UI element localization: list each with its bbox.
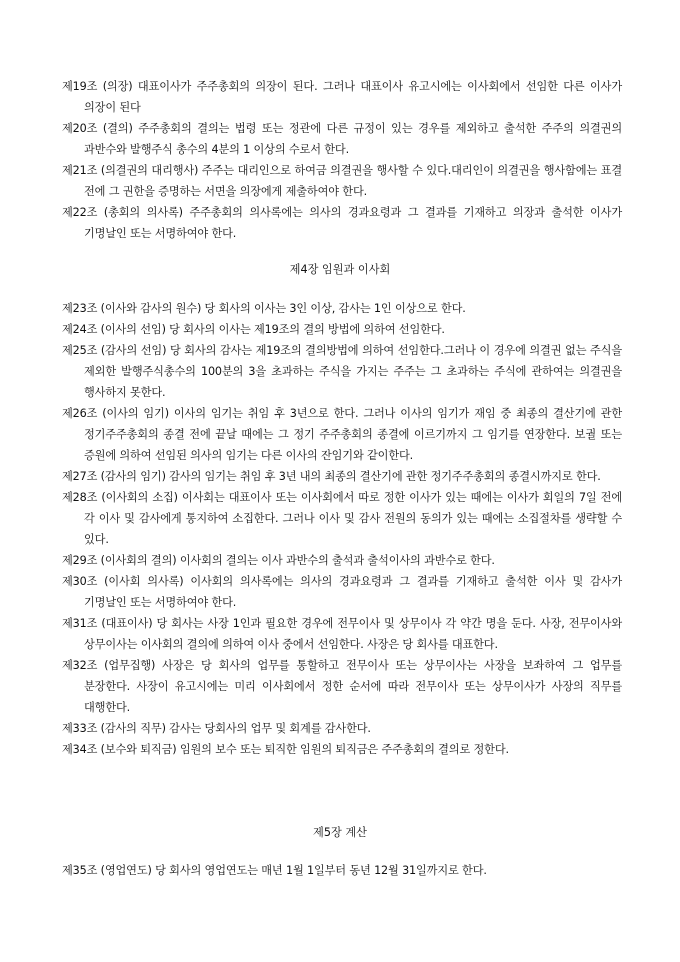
articles-chapter-5 [62,860,622,881]
article-27: 제27조 (감사의 임기) 감사의 임기는 취임 후 3년 내의 최종의 결산기에 관한 정기주주총회의 종결시까지로 한다. [62,470,601,483]
article-24: 제24조 (이사의 선임) 당 회사의 이사는 제19조의 결의 방법에 의하여 선임한다. [62,323,445,336]
article-19: 제19조 (의장) 대표이사가 주주총회의 의장이 된다. 그러나 대표이사 유고시에는 이사회에서 선임한 다른 이사가 의장이 된다 [62,80,622,114]
article-22: 제22조 (총회의 의사록) 주주총회의 의사록에는 의사의 경과요령과 그 결과를 기재하고 의장과 출석한 이사가 기명날인 또는 서명하여야 한다. [62,206,622,240]
article-23: 제23조 (이사와 감사의 원수) 당 회사의 이사는 3인 이상, 감사는 1인 이상으로 한다. [62,302,466,315]
article-25: 제25조 (감사의 선임) 당 회사의 감사는 제19조의 결의방법에 의하여 선임한다.그러나 이 경우에 의결권 없는 주식을 제외한 발행주식총수의 100분의 3을 초과하는 주식을 가지는 주주는 그 초과하는 주식에 관하여는 의결권을 행사하지 못한다. [62,344,622,399]
article-32: 제32조 (업무집행) 사장은 당 회사의 업무를 통할하고 전무이사 또는 상무이사는 사장을 보좌하여 그 업무를 분장한다. 사장이 유고시에는 미리 이사회에서 정한 순서에 따라 전무이사 또는 상무이사가 사장의 직무를 대행한다. [62,659,622,714]
articles-chapter-4 [62,298,622,760]
article-33: 제33조 (감사의 직무) 감사는 당회사의 업무 및 회계를 감사한다. [62,722,371,735]
article-20: 제20조 (결의) 주주총회의 결의는 법령 또는 정관에 다른 규정이 있는 경우를 제외하고 출석한 주주의 의결권의 과반수와 발행주식 총수의 4분의 1 이상의 수로서 한다. [62,122,622,156]
article-28: 제28조 (이사회의 소집) 이사회는 대표이사 또는 이사회에서 따로 정한 이사가 있는 때에는 이사가 회일의 7일 전에 각 이사 및 감사에게 통지하여 소집한다. 그러나 이사 및 감사 전원의 동의가 있는 때에는 소집절차를 생략할 수 있다. [62,491,622,546]
articles-shareholders-meeting [62,76,622,244]
article-35: 제35조 (영업연도) 당 회사의 영업연도는 매년 1월 1일부터 동년 12월 31일까지로 한다. [62,864,487,877]
chapter-4-title: 제4장 임원과 이사회 [289,263,391,276]
article-26: 제26조 (이사의 임기) 이사의 임기는 취임 후 3년으로 한다. 그러나 이사의 임기가 재임 중 최종의 결산기에 관한 정기주주총회의 종결 전에 끝날 때에는 그 정기 주주총회의 종결에 이르기까지 그 임기를 연장한다. 보궐 또는 증원에 의하여 선임된 의사의 임기는 다른 이사의 잔임기와 같이한다. [62,407,622,462]
article-21: 제21조 (의결권의 대리행사) 주주는 대리인으로 하여금 의결권을 행사할 수 있다.대리인이 의결권을 행사함에는 표결 전에 그 권한을 증명하는 서면을 의장에게 제출하여야 한다. [62,164,622,198]
chapter-5-title: 제5장 계산 [313,826,367,839]
article-31: 제31조 (대표이사) 당 회사는 사장 1인과 필요한 경우에 전무이사 및 상무이사 각 약간 명을 둔다. 사장, 전무이사와 상무이사는 이사회의 결의에 의하여 이사 중에서 선임한다. 사장은 당 회사를 대표한다. [62,617,622,651]
article-30: 제30조 (이사회 의사록) 이사회의 의사록에는 의사의 경과요령과 그 결과를 기재하고 출석한 이사 및 감사가 기명날인 또는 서명하여야 한다. [62,575,622,609]
article-34: 제34조 (보수와 퇴직금) 임원의 보수 또는 퇴직한 임원의 퇴직금은 주주총회의 결의로 정한다. [62,743,509,756]
article-29: 제29조 (이사회의 결의) 이사회의 결의는 이사 과반수의 출석과 출석이사의 과반수로 한다. [62,554,495,567]
